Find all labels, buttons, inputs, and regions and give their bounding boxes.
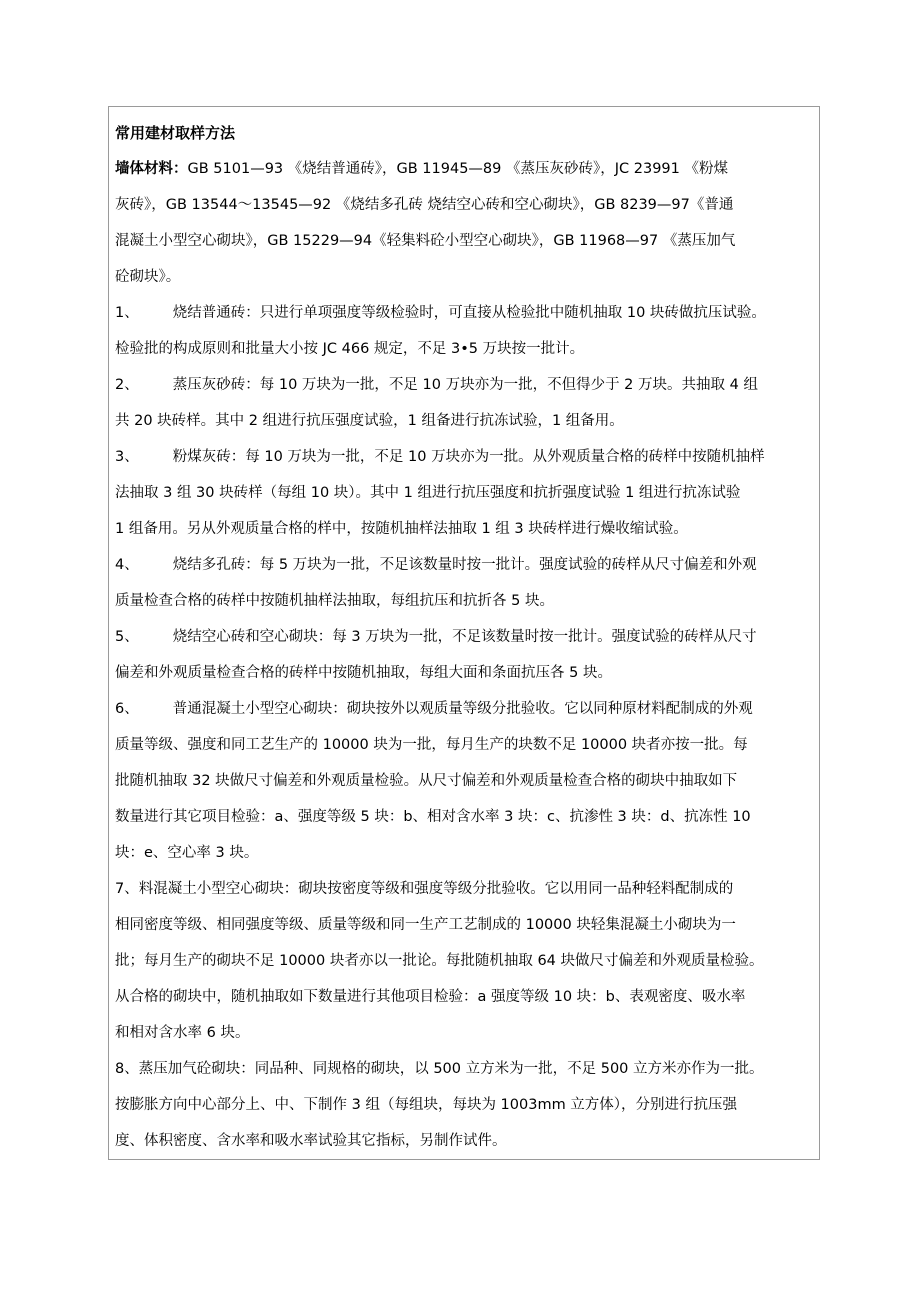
item-5-line-1 [115, 619, 813, 655]
item-1 [115, 295, 813, 367]
item-1-text: 烧结普通砖：只进行单项强度等级检验时，可直接从检验批中随机抽取 10 块砖做抗压试验。 [172, 305, 766, 321]
wall-materials-line-1 [115, 151, 813, 187]
item-6 [115, 691, 813, 871]
item-4-line-1 [115, 547, 813, 583]
wall-materials-line-3: 混凝土小型空心砌块》，GB 15229—94《轻集料砼小型空心砌块》，GB 11968—97 《蒸压加气 [115, 233, 736, 249]
item-6-text: 普通混凝土小型空心砌块：砌块按外以观质量等级分批验收。它以同种原材料配制成的外观 [172, 701, 753, 717]
item-7 [115, 871, 813, 1051]
item-1-line-1 [115, 295, 813, 331]
item-4 [115, 547, 813, 619]
item-2-line-2: 共 20 块砖样。其中 2 组进行抗压强度试验，1 组备进行抗冻试验，1 组备用。 [115, 413, 624, 429]
wall-materials-line-4: 砼砌块》。 [115, 269, 181, 285]
item-2-text: 蒸压灰砂砖：每 10 万块为一批，不足 10 万块亦为一批，不但得少于 2 万块。共抽取 4 组 [172, 377, 758, 393]
item-7-line-2: 相同密度等级、相同强度等级、质量等级和同一生产工艺制成的 10000 块轻集混凝土小砌块为一 [115, 917, 736, 933]
item-6-line-5: 块：e、空心率 3 块。 [115, 845, 259, 861]
item-2-line-1 [115, 367, 813, 403]
item-6-line-2: 质量等级、强度和同工艺生产的 10000 块为一批，每月生产的块数不足 10000 块者亦按一批。每 [115, 737, 748, 753]
item-7-line-5: 和相对含水率 6 块。 [115, 1025, 250, 1041]
item-4-text: 烧结多孔砖：每 5 万块为一批，不足该数量时按一批计。强度试验的砖样从尺寸偏差和外观 [172, 557, 757, 573]
item-5 [115, 619, 813, 691]
item-7-line-1: 7、料混凝土小型空心砌块：砌块按密度等级和强度等级分批验收。它以用同一品种轻料配制成的 [115, 881, 734, 897]
item-3-line-2: 法抽取 3 组 30 块砖样（每组 10 块）。其中 1 组进行抗压强度和抗折强度试验 1 组进行抗冻试验 [115, 485, 741, 501]
document-title: 常用建材取样方法 [115, 124, 236, 142]
item-8-line-2: 按膨胀方向中心部分上、中、下制作 3 组（每组块，每块为 1003mm 立方体），分别进行抗压强 [115, 1097, 738, 1113]
item-8 [115, 1051, 813, 1159]
item-6-line-4: 数量进行其它项目检验：a、强度等级 5 块：b、相对含水率 3 块：c、抗渗性 3 块：d、抗冻性 10 [115, 809, 751, 825]
item-2 [115, 367, 813, 439]
item-3-text: 粉煤灰砖：每 10 万块为一批，不足 10 万块亦为一批。从外观质量合格的砖样中按随机抽样 [172, 449, 765, 465]
item-5-line-2: 偏差和外观质量检查合格的砖样中按随机抽取，每组大面和条面抗压各 5 块。 [115, 665, 612, 681]
item-5-number: 5、 [115, 629, 139, 645]
wall-materials-section [115, 151, 813, 295]
item-4-line-2: 质量检查合格的砖样中按随机抽样法抽取，每组抗压和抗折各 5 块。 [115, 593, 554, 609]
document-frame [108, 106, 820, 1160]
item-8-line-1: 8、蒸压加气砼砌块：同品种、同规格的砌块，以 500 立方米为一批，不足 500 立方米亦作为一批。 [115, 1061, 764, 1077]
item-8-line-3: 度、体积密度、含水率和吸水率试验其它指标，另制作试件。 [115, 1133, 507, 1149]
item-6-line-3: 批随机抽取 32 块做尺寸偏差和外观质量检验。从尺寸偏差和外观质量检查合格的砌块中抽取如下 [115, 773, 738, 789]
item-1-line-2: 检验批的构成原则和批量大小按 JC 466 规定，不足 3•5 万块按一批计。 [115, 341, 585, 357]
item-3-line-3: 1 组备用。另从外观质量合格的样中，按随机抽样法抽取 1 组 3 块砖样进行燥收缩试验。 [115, 521, 688, 537]
item-3-number: 3、 [115, 449, 139, 465]
item-5-text: 烧结空心砖和空心砌块：每 3 万块为一批，不足该数量时按一批计。强度试验的砖样从尺寸 [172, 629, 757, 645]
item-7-line-3: 批；每月生产的砌块不足 10000 块者亦以一批论。每批随机抽取 64 块做尺寸偏差和外观质量检验。 [115, 953, 764, 969]
item-2-number: 2、 [115, 377, 139, 393]
item-6-line-1 [115, 691, 813, 727]
wall-materials-label: 墙体材料： [115, 161, 188, 177]
item-3 [115, 439, 813, 547]
wall-materials-line-2: 灰砖》，GB 13544～13545—92 《烧结多孔砖 烧结空心砖和空心砌块》，GB 8239—97《普通 [115, 197, 734, 213]
item-7-line-4: 从合格的砌块中，随机抽取如下数量进行其他项目检验：a 强度等级 10 块：b、表观密度、吸水率 [115, 989, 746, 1005]
item-4-number: 4、 [115, 557, 139, 573]
item-1-number: 1、 [115, 305, 139, 321]
item-3-line-1 [115, 439, 813, 475]
wall-materials-text: GB 5101—93 《烧结普通砖》，GB 11945—89 《蒸压灰砂砖》，JC 23991 《粉煤 [187, 161, 728, 177]
item-6-number: 6、 [115, 701, 139, 717]
